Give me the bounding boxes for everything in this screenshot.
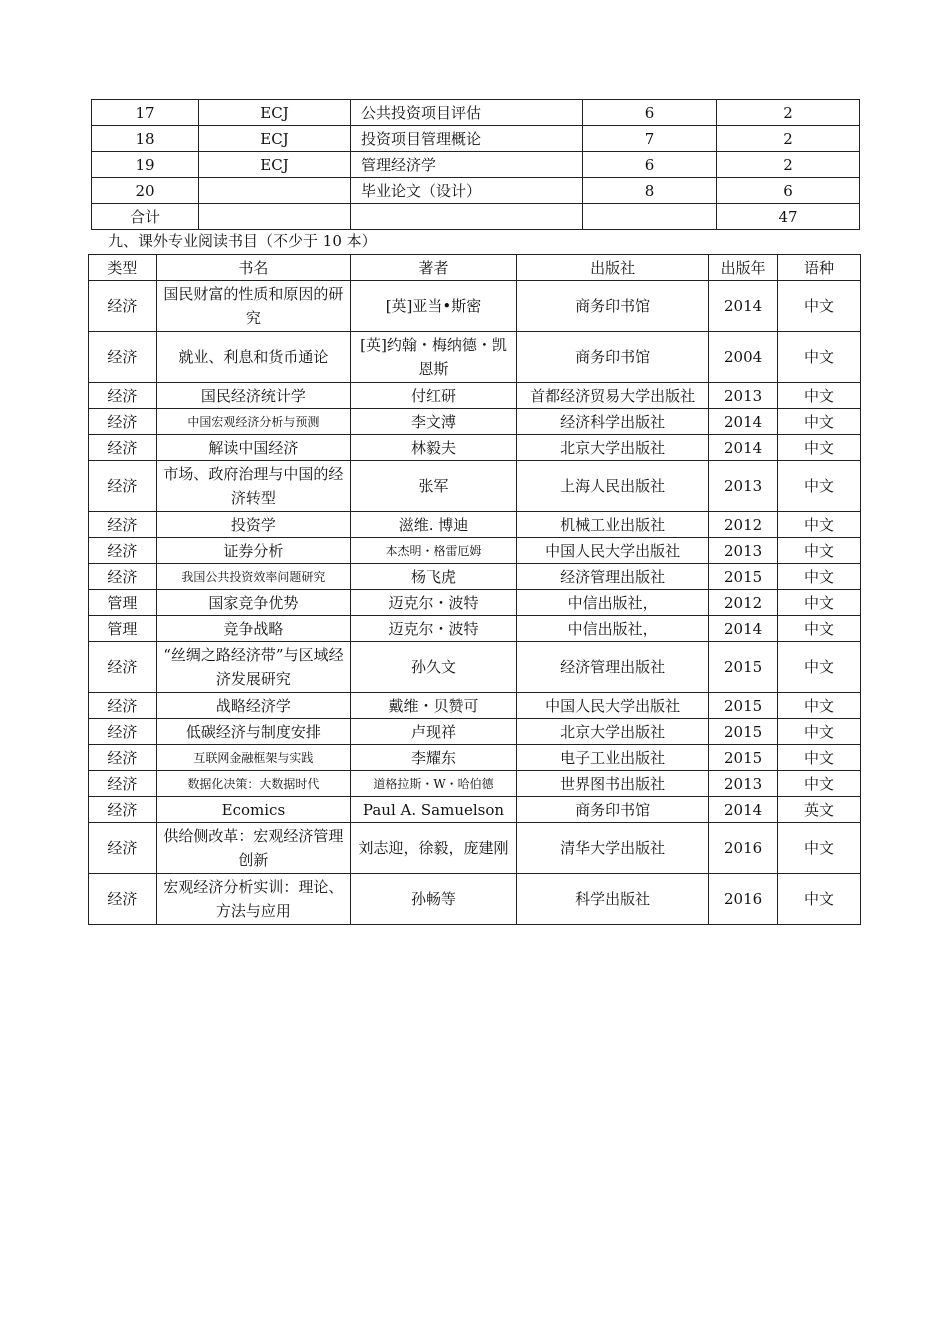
course-table xyxy=(91,99,860,230)
book-language: 英文 xyxy=(777,797,860,823)
book-publisher: 商务印书馆 xyxy=(516,797,708,823)
book-language: 中文 xyxy=(777,409,860,435)
book-publisher: 中信出版社， xyxy=(516,616,708,642)
book-year: 2004 xyxy=(709,332,778,383)
book-publisher: 清华大学出版社 xyxy=(516,823,708,874)
book-type: 经济 xyxy=(89,823,157,874)
header-publisher: 出版社 xyxy=(516,255,708,281)
book-row xyxy=(89,745,861,771)
book-row xyxy=(89,797,861,823)
book-title: 数据化决策：大数据时代 xyxy=(156,771,350,797)
book-title: 供给侧改革：宏观经济管理创新 xyxy=(156,823,350,874)
course-credits: 2 xyxy=(717,100,860,126)
book-type: 经济 xyxy=(89,771,157,797)
book-year: 2015 xyxy=(709,719,778,745)
book-author: 杨飞虎 xyxy=(351,564,517,590)
course-row xyxy=(92,100,860,126)
book-title: 战略经济学 xyxy=(156,693,350,719)
book-type: 经济 xyxy=(89,642,157,693)
book-publisher: 商务印书馆 xyxy=(516,281,708,332)
course-name: 毕业论文（设计） xyxy=(351,178,583,204)
book-author: 孙久文 xyxy=(351,642,517,693)
book-type: 管理 xyxy=(89,590,157,616)
book-language: 中文 xyxy=(777,435,860,461)
book-type: 经济 xyxy=(89,745,157,771)
book-row xyxy=(89,538,861,564)
book-row xyxy=(89,435,861,461)
book-publisher: 商务印书馆 xyxy=(516,332,708,383)
book-language: 中文 xyxy=(777,771,860,797)
book-author: Paul A. Samuelson xyxy=(351,797,517,823)
book-row xyxy=(89,642,861,693)
course-total-row xyxy=(92,204,860,230)
book-title: 互联网金融框架与实践 xyxy=(156,745,350,771)
book-year: 2013 xyxy=(709,771,778,797)
book-title: “丝绸之路经济带”与区域经济发展研究 xyxy=(156,642,350,693)
book-author: 李文溥 xyxy=(351,409,517,435)
book-row xyxy=(89,383,861,409)
book-year: 2016 xyxy=(709,874,778,925)
book-row xyxy=(89,512,861,538)
book-year: 2015 xyxy=(709,745,778,771)
book-year: 2013 xyxy=(709,461,778,512)
book-author: 迈克尔・波特 xyxy=(351,616,517,642)
book-year: 2016 xyxy=(709,823,778,874)
book-author: [英]亚当•斯密 xyxy=(351,281,517,332)
course-code: ECJ xyxy=(199,100,351,126)
book-row xyxy=(89,823,861,874)
total-credits: 47 xyxy=(717,204,860,230)
course-number: 19 xyxy=(92,152,199,178)
course-credits: 6 xyxy=(717,178,860,204)
book-author: 孙畅等 xyxy=(351,874,517,925)
book-publisher: 电子工业出版社 xyxy=(516,745,708,771)
book-year: 2014 xyxy=(709,409,778,435)
total-empty-semester xyxy=(583,204,717,230)
book-type: 经济 xyxy=(89,281,157,332)
book-publisher: 中信出版社， xyxy=(516,590,708,616)
reading-list-body xyxy=(89,281,861,925)
book-language: 中文 xyxy=(777,823,860,874)
book-row xyxy=(89,409,861,435)
header-title: 书名 xyxy=(156,255,350,281)
book-title: 投资学 xyxy=(156,512,350,538)
book-author: 戴维・贝赞可 xyxy=(351,693,517,719)
course-semester: 7 xyxy=(583,126,717,152)
book-year: 2014 xyxy=(709,435,778,461)
book-title: 竞争战略 xyxy=(156,616,350,642)
book-title: 我国公共投资效率问题研究 xyxy=(156,564,350,590)
book-publisher: 经济管理出版社 xyxy=(516,564,708,590)
header-language: 语种 xyxy=(777,255,860,281)
course-code xyxy=(199,178,351,204)
book-row xyxy=(89,874,861,925)
book-language: 中文 xyxy=(777,512,860,538)
course-name: 投资项目管理概论 xyxy=(351,126,583,152)
book-year: 2015 xyxy=(709,564,778,590)
course-number: 17 xyxy=(92,100,199,126)
book-language: 中文 xyxy=(777,538,860,564)
book-row xyxy=(89,616,861,642)
book-title: 市场、政府治理与中国的经济转型 xyxy=(156,461,350,512)
book-publisher: 北京大学出版社 xyxy=(516,719,708,745)
book-row xyxy=(89,719,861,745)
book-row xyxy=(89,281,861,332)
book-type: 经济 xyxy=(89,693,157,719)
book-type: 经济 xyxy=(89,461,157,512)
book-language: 中文 xyxy=(777,564,860,590)
book-language: 中文 xyxy=(777,719,860,745)
course-table-body xyxy=(92,100,860,230)
book-language: 中文 xyxy=(777,383,860,409)
book-title: 国民经济统计学 xyxy=(156,383,350,409)
book-type: 经济 xyxy=(89,409,157,435)
book-publisher: 机械工业出版社 xyxy=(516,512,708,538)
book-row xyxy=(89,590,861,616)
book-author: 林毅夫 xyxy=(351,435,517,461)
book-title: 就业、利息和货币通论 xyxy=(156,332,350,383)
course-name: 公共投资项目评估 xyxy=(351,100,583,126)
book-language: 中文 xyxy=(777,693,860,719)
book-year: 2014 xyxy=(709,797,778,823)
book-row xyxy=(89,564,861,590)
book-type: 经济 xyxy=(89,538,157,564)
book-title: Ecomics xyxy=(156,797,350,823)
reading-list-header-row xyxy=(89,255,861,281)
book-type: 经济 xyxy=(89,383,157,409)
section-heading: 九、课外专业阅读书目（不少于 10 本） xyxy=(108,232,377,250)
book-title: 证券分析 xyxy=(156,538,350,564)
book-title: 解读中国经济 xyxy=(156,435,350,461)
book-language: 中文 xyxy=(777,874,860,925)
book-language: 中文 xyxy=(777,745,860,771)
book-year: 2015 xyxy=(709,642,778,693)
book-author: 刘志迎，徐毅，庞建刚 xyxy=(351,823,517,874)
book-year: 2015 xyxy=(709,693,778,719)
total-empty-code xyxy=(199,204,351,230)
book-title: 国家竞争优势 xyxy=(156,590,350,616)
course-semester: 8 xyxy=(583,178,717,204)
course-credits: 2 xyxy=(717,152,860,178)
book-year: 2013 xyxy=(709,383,778,409)
reading-list-table xyxy=(88,254,861,925)
book-year: 2012 xyxy=(709,590,778,616)
book-type: 经济 xyxy=(89,435,157,461)
book-year: 2014 xyxy=(709,281,778,332)
book-row xyxy=(89,332,861,383)
book-author: [英]约翰・梅纳德・凯恩斯 xyxy=(351,332,517,383)
total-empty-name xyxy=(351,204,583,230)
course-semester: 6 xyxy=(583,100,717,126)
book-title: 低碳经济与制度安排 xyxy=(156,719,350,745)
book-row xyxy=(89,693,861,719)
book-type: 经济 xyxy=(89,512,157,538)
header-year: 出版年 xyxy=(709,255,778,281)
course-name: 管理经济学 xyxy=(351,152,583,178)
header-type: 类型 xyxy=(89,255,157,281)
book-author: 迈克尔・波特 xyxy=(351,590,517,616)
book-type: 经济 xyxy=(89,564,157,590)
book-row xyxy=(89,461,861,512)
course-number: 20 xyxy=(92,178,199,204)
book-type: 管理 xyxy=(89,616,157,642)
book-type: 经济 xyxy=(89,332,157,383)
book-title: 中国宏观经济分析与预测 xyxy=(156,409,350,435)
total-label: 合计 xyxy=(92,204,199,230)
book-publisher: 科学出版社 xyxy=(516,874,708,925)
book-publisher: 中国人民大学出版社 xyxy=(516,538,708,564)
book-row xyxy=(89,771,861,797)
book-language: 中文 xyxy=(777,281,860,332)
course-number: 18 xyxy=(92,126,199,152)
book-author: 卢现祥 xyxy=(351,719,517,745)
header-author: 著者 xyxy=(351,255,517,281)
book-language: 中文 xyxy=(777,332,860,383)
book-year: 2013 xyxy=(709,538,778,564)
book-author: 李耀东 xyxy=(351,745,517,771)
course-row xyxy=(92,178,860,204)
book-type: 经济 xyxy=(89,874,157,925)
book-type: 经济 xyxy=(89,797,157,823)
book-publisher: 经济管理出版社 xyxy=(516,642,708,693)
book-language: 中文 xyxy=(777,590,860,616)
book-publisher: 经济科学出版社 xyxy=(516,409,708,435)
book-publisher: 北京大学出版社 xyxy=(516,435,708,461)
book-author: 本杰明・格雷厄姆 xyxy=(351,538,517,564)
book-language: 中文 xyxy=(777,461,860,512)
book-publisher: 世界图书出版社 xyxy=(516,771,708,797)
course-code: ECJ xyxy=(199,126,351,152)
book-author: 滋维. 博迪 xyxy=(351,512,517,538)
book-publisher: 上海人民出版社 xyxy=(516,461,708,512)
course-row xyxy=(92,152,860,178)
course-code: ECJ xyxy=(199,152,351,178)
course-semester: 6 xyxy=(583,152,717,178)
book-language: 中文 xyxy=(777,642,860,693)
course-row xyxy=(92,126,860,152)
book-author: 付红研 xyxy=(351,383,517,409)
book-author: 道格拉斯・W・哈伯德 xyxy=(351,771,517,797)
book-language: 中文 xyxy=(777,616,860,642)
book-type: 经济 xyxy=(89,719,157,745)
book-title: 宏观经济分析实训：理论、方法与应用 xyxy=(156,874,350,925)
book-title: 国民财富的性质和原因的研究 xyxy=(156,281,350,332)
book-publisher: 中国人民大学出版社 xyxy=(516,693,708,719)
book-publisher: 首都经济贸易大学出版社 xyxy=(516,383,708,409)
book-year: 2014 xyxy=(709,616,778,642)
book-year: 2012 xyxy=(709,512,778,538)
course-credits: 2 xyxy=(717,126,860,152)
book-author: 张军 xyxy=(351,461,517,512)
